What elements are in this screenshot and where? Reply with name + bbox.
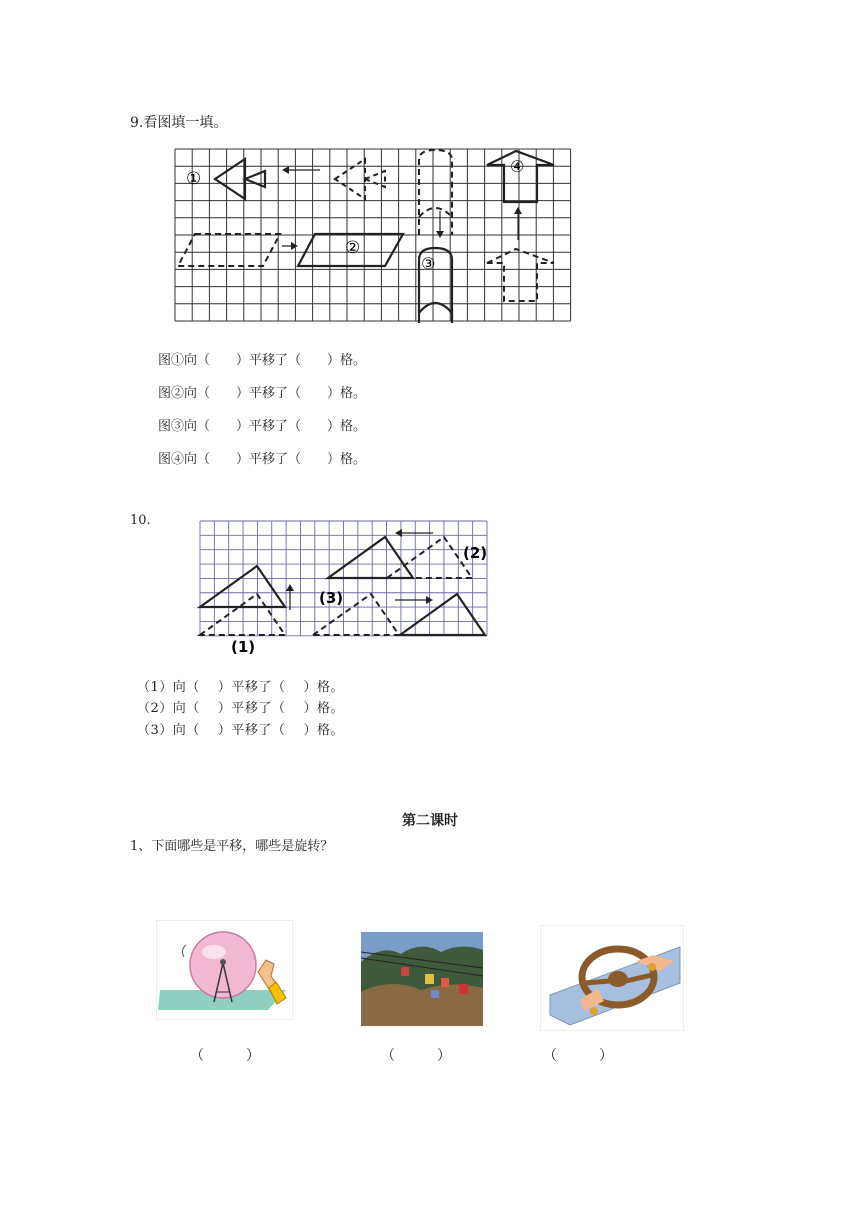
figure-1-tag: (1) bbox=[231, 638, 256, 656]
q9-answer-line-3: 图③向（ ）平移了（ ）格。 bbox=[158, 419, 367, 434]
figure-4-label: ④ bbox=[510, 157, 525, 176]
figure-1-label: ① bbox=[186, 169, 202, 189]
answer-blank-2[interactable]: （ ） bbox=[381, 1048, 451, 1064]
figure-3-tag: (3) bbox=[319, 589, 344, 607]
q9-answer-line-4: 图④向（ ）平移了（ ）格。 bbox=[158, 452, 367, 467]
q9-grid-figure bbox=[170, 145, 582, 323]
lesson2-question-1: 1、下面哪些是平移，哪些是旋转？ bbox=[130, 839, 334, 854]
cable-car-image bbox=[361, 932, 483, 1026]
q9-title: 9.看图填一填。 bbox=[130, 115, 228, 131]
answer-blank-3[interactable]: （ ） bbox=[543, 1048, 613, 1064]
figure-1-shape bbox=[215, 159, 265, 199]
section-title: 第二课时 bbox=[402, 813, 458, 829]
q10-answer-line-1: （1）向（ ）平移了（ ）格。 bbox=[137, 680, 345, 695]
lottery-machine-image bbox=[156, 920, 293, 1020]
q10-answer-line-3: （3）向（ ）平移了（ ）格。 bbox=[137, 723, 345, 738]
q10-grid-figure bbox=[195, 518, 495, 658]
q9-answer-line-2: 图②向（ ）平移了（ ）格。 bbox=[158, 386, 367, 401]
q9-answer-line-1: 图①向（ ）平移了（ ）格。 bbox=[158, 353, 367, 368]
steering-wheel-image bbox=[540, 925, 684, 1031]
figure-2-label: ② bbox=[345, 238, 361, 258]
figure-3-label: ③ bbox=[421, 254, 436, 273]
answer-blank-1[interactable]: （ ） bbox=[190, 1048, 260, 1064]
q10-number: 10. bbox=[130, 513, 151, 528]
figure-2-tag: (2) bbox=[463, 544, 488, 562]
q10-answer-line-2: （2）向（ ）平移了（ ）格。 bbox=[137, 701, 345, 716]
